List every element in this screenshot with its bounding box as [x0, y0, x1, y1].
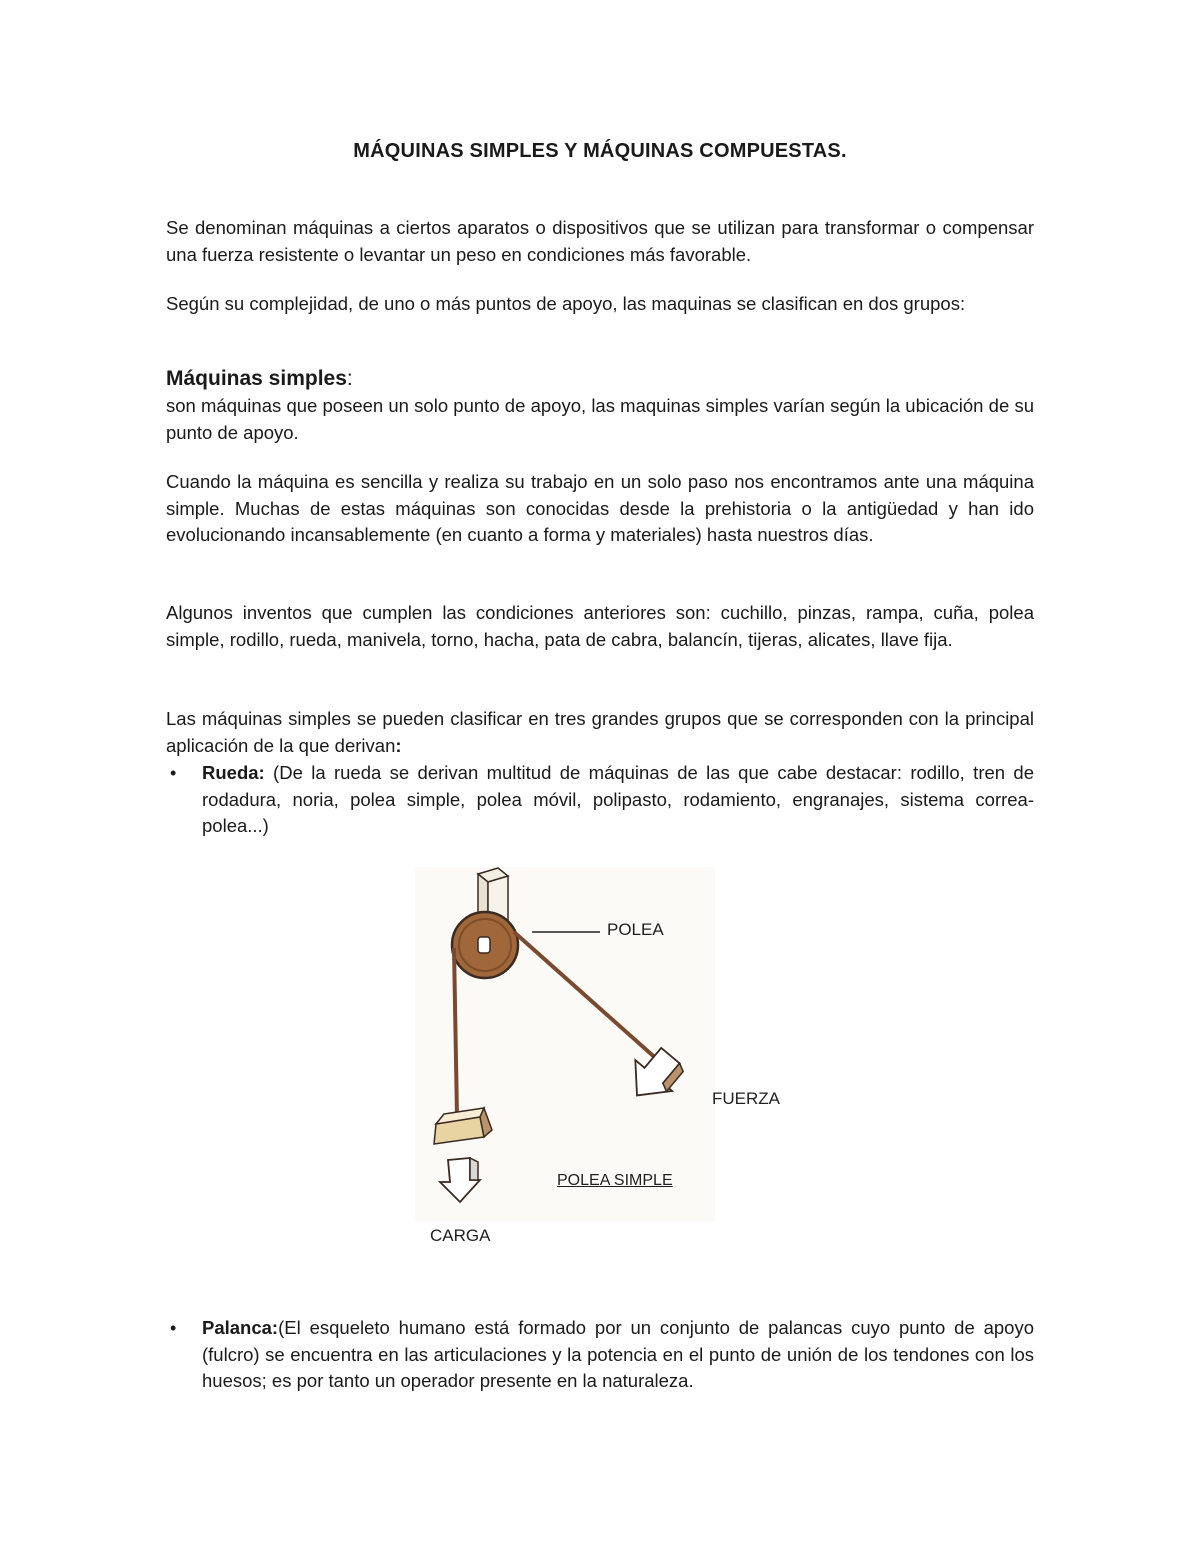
- bullet-palanca-text: [202, 1315, 1034, 1395]
- bullet-marker: •: [170, 763, 177, 783]
- paragraph-groups: [166, 706, 1034, 759]
- groups-text: Las máquinas simples se pueden clasificar en tres grandes grupos que se corresponden con la principal aplicación de la que derivan: [166, 708, 1034, 756]
- inventions-paragraph: [166, 600, 1034, 653]
- section-heading-simple: [166, 366, 1034, 392]
- bullet-palanca-term: Palanca:: [202, 1317, 279, 1338]
- pulley-figure: [410, 862, 800, 1257]
- pulley-illustration: [410, 862, 800, 1257]
- label-carga: CARGA: [430, 1226, 491, 1245]
- history-paragraph: [166, 469, 1034, 549]
- document-title: MÁQUINAS SIMPLES Y MÁQUINAS COMPUESTAS.: [353, 140, 847, 162]
- pulley-axle: [478, 937, 490, 953]
- paragraph-definition: Se denominan máquinas a ciertos aparatos o dispositivos que se utilizan para transformar o compensar una fuerza resistente o levantar un peso en condiciones más favorable.: [166, 217, 1034, 265]
- bullet-rueda-text: [202, 760, 1034, 840]
- bullet-marker: •: [170, 1318, 177, 1338]
- groups-colon: :: [395, 734, 402, 756]
- paragraph-simple-definition: son máquinas que poseen un solo punto de apoyo, las maquinas simples varían según la ubicación de su punto de apoyo.: [166, 395, 1034, 443]
- label-polea: POLEA: [607, 920, 664, 939]
- intro-paragraph: [166, 215, 1034, 268]
- simple-definition: [166, 393, 1034, 446]
- bullet-rueda: [166, 760, 1034, 840]
- load-arrow-side: [470, 1158, 478, 1180]
- paragraph-history: Cuando la máquina es sencilla y realiza su trabajo en un solo paso nos encontramos ante una máquina simple. Muchas de estas máquinas son conocidas desde la prehistoria o la antigüedad y han ido evolucionando incansablemente (en cuanto a forma y materiales) hasta nuestros días.: [166, 471, 1034, 545]
- heading-simple-machines: Máquinas simples: [166, 367, 347, 390]
- bullet-rueda-body: (De la rueda se derivan multitud de máquinas de las que cabe destacar: rodillo, tren de rodadura, noria, polea simple, polea móvil, polipasto, rodamiento, engranajes, sistema correa-polea...): [202, 762, 1034, 836]
- label-fuerza: FUERZA: [712, 1089, 780, 1108]
- classification-paragraph: [166, 291, 1034, 318]
- bullet-rueda-term: Rueda:: [202, 762, 265, 783]
- paragraph-classification: Según su complejidad, de uno o más puntos de apoyo, las maquinas se clasifican en dos grupos:: [166, 293, 966, 314]
- paragraph-inventions: Algunos inventos que cumplen las condiciones anteriores son: cuchillo, pinzas, rampa, cuña, polea simple, rodillo, rueda, manivela, torno, hacha, pata de cabra, balancín, tijeras, alicates, llave fija.: [166, 602, 1034, 650]
- heading-colon: :: [346, 367, 353, 390]
- figure-caption: POLEA SIMPLE: [557, 1172, 673, 1189]
- bullet-palanca: [166, 1315, 1034, 1395]
- groups-paragraph: [166, 706, 1034, 759]
- bullet-palanca-body: (El esqueleto humano está formado por un conjunto de palancas cuyo punto de apoyo (fulcro) se encuentra en las articulaciones y la potencia en el punto de unión de los tendones con los huesos; es por tanto un operador presente en la naturaleza.: [202, 1317, 1034, 1391]
